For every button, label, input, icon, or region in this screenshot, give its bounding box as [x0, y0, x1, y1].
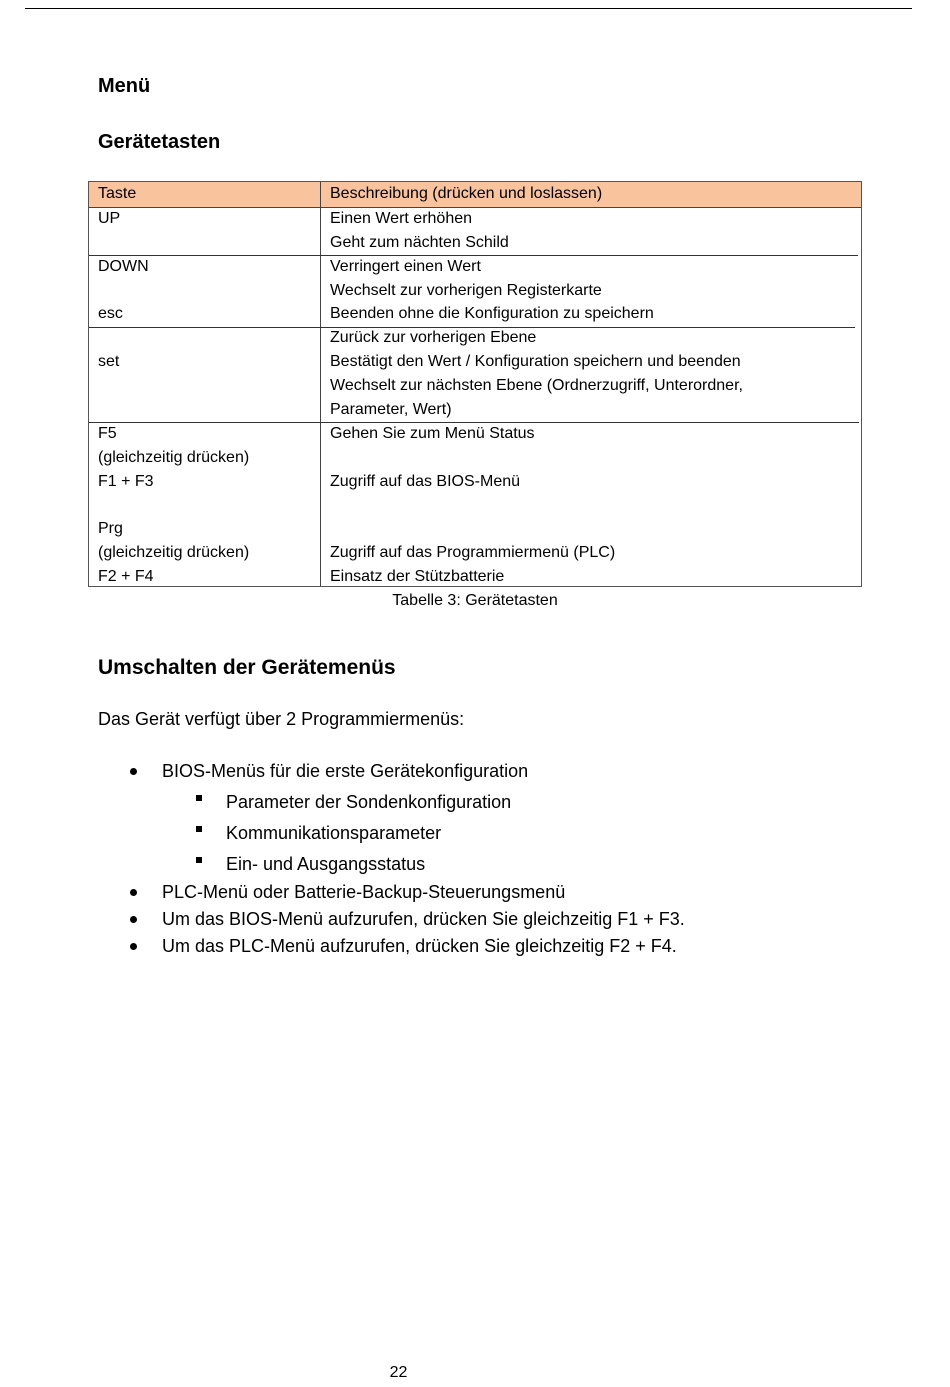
list-item: Um das BIOS-Menü aufzurufen, drücken Sie gleichzeitig F1 + F3.	[162, 909, 685, 929]
description-cell: Zugriff auf das Programmiermenü (PLC)	[330, 544, 616, 561]
key-cell: F1 + F3	[98, 473, 154, 490]
section-title-menu: Menü	[98, 75, 151, 97]
sub-list-item: Parameter der Sondenkonfiguration	[226, 792, 512, 812]
sub-list-item: Kommunikationsparameter	[226, 823, 442, 843]
bullet-icon	[130, 768, 137, 775]
column-divider	[320, 182, 321, 586]
page-number: 22	[389, 1364, 408, 1381]
list-item: PLC-Menü oder Batterie-Backup-Steuerungsmenü	[162, 882, 566, 902]
description-cell: Wechselt zur vorherigen Registerkarte	[330, 282, 602, 299]
description-cell: Zugriff auf das BIOS-Menü	[330, 473, 521, 490]
list-item: Um das PLC-Menü aufzurufen, drücken Sie gleichzeitig F2 + F4.	[162, 936, 677, 956]
row-divider	[89, 327, 320, 328]
square-bullet-icon	[196, 795, 202, 801]
description-cell: Beenden ohne die Konfiguration zu speichern	[330, 305, 654, 322]
list-item: BIOS-Menüs für die erste Gerätekonfiguration	[162, 761, 529, 781]
row-divider	[89, 422, 320, 423]
square-bullet-icon	[196, 857, 202, 863]
bullet-icon	[130, 943, 137, 950]
description-cell: Einen Wert erhöhen	[330, 210, 473, 227]
description-cell: Parameter, Wert)	[330, 401, 452, 418]
key-table	[88, 181, 862, 587]
intro-paragraph: Das Gerät verfügt über 2 Programmiermenüs:	[98, 709, 465, 729]
description-cell: Zurück zur vorherigen Ebene	[330, 329, 537, 346]
key-cell: DOWN	[98, 258, 149, 275]
key-cell: esc	[98, 305, 123, 322]
description-cell: Gehen Sie zum Menü Status	[330, 425, 535, 442]
description-cell: Verringert einen Wert	[330, 258, 481, 275]
key-cell: (gleichzeitig drücken)	[98, 449, 250, 466]
sub-list-item: Ein- und Ausgangsstatus	[226, 854, 426, 874]
table-caption: Tabelle 3: Gerätetasten	[392, 592, 558, 609]
key-cell: F5	[98, 425, 117, 442]
description-cell: Wechselt zur nächsten Ebene (Ordnerzugriff, Unterordner,	[330, 377, 743, 394]
header-key: Taste	[98, 185, 137, 202]
bullet-icon	[130, 916, 137, 923]
header-description: Beschreibung (drücken und loslassen)	[330, 185, 603, 202]
header-rule	[25, 8, 912, 9]
key-cell: Prg	[98, 520, 123, 537]
section-title-umschalten: Umschalten der Gerätemenüs	[98, 656, 396, 679]
section-title-geraetetasten: Gerätetasten	[98, 131, 221, 153]
description-cell: Einsatz der Stützbatterie	[330, 568, 505, 585]
bullet-icon	[130, 889, 137, 896]
key-cell: (gleichzeitig drücken)	[98, 544, 250, 561]
description-cell: Bestätigt den Wert / Konfiguration speichern und beenden	[330, 353, 741, 370]
key-cell: set	[98, 353, 120, 370]
key-cell: F2 + F4	[98, 568, 154, 585]
description-cell: Geht zum nächten Schild	[330, 234, 509, 251]
square-bullet-icon	[196, 826, 202, 832]
key-cell: UP	[98, 210, 121, 227]
